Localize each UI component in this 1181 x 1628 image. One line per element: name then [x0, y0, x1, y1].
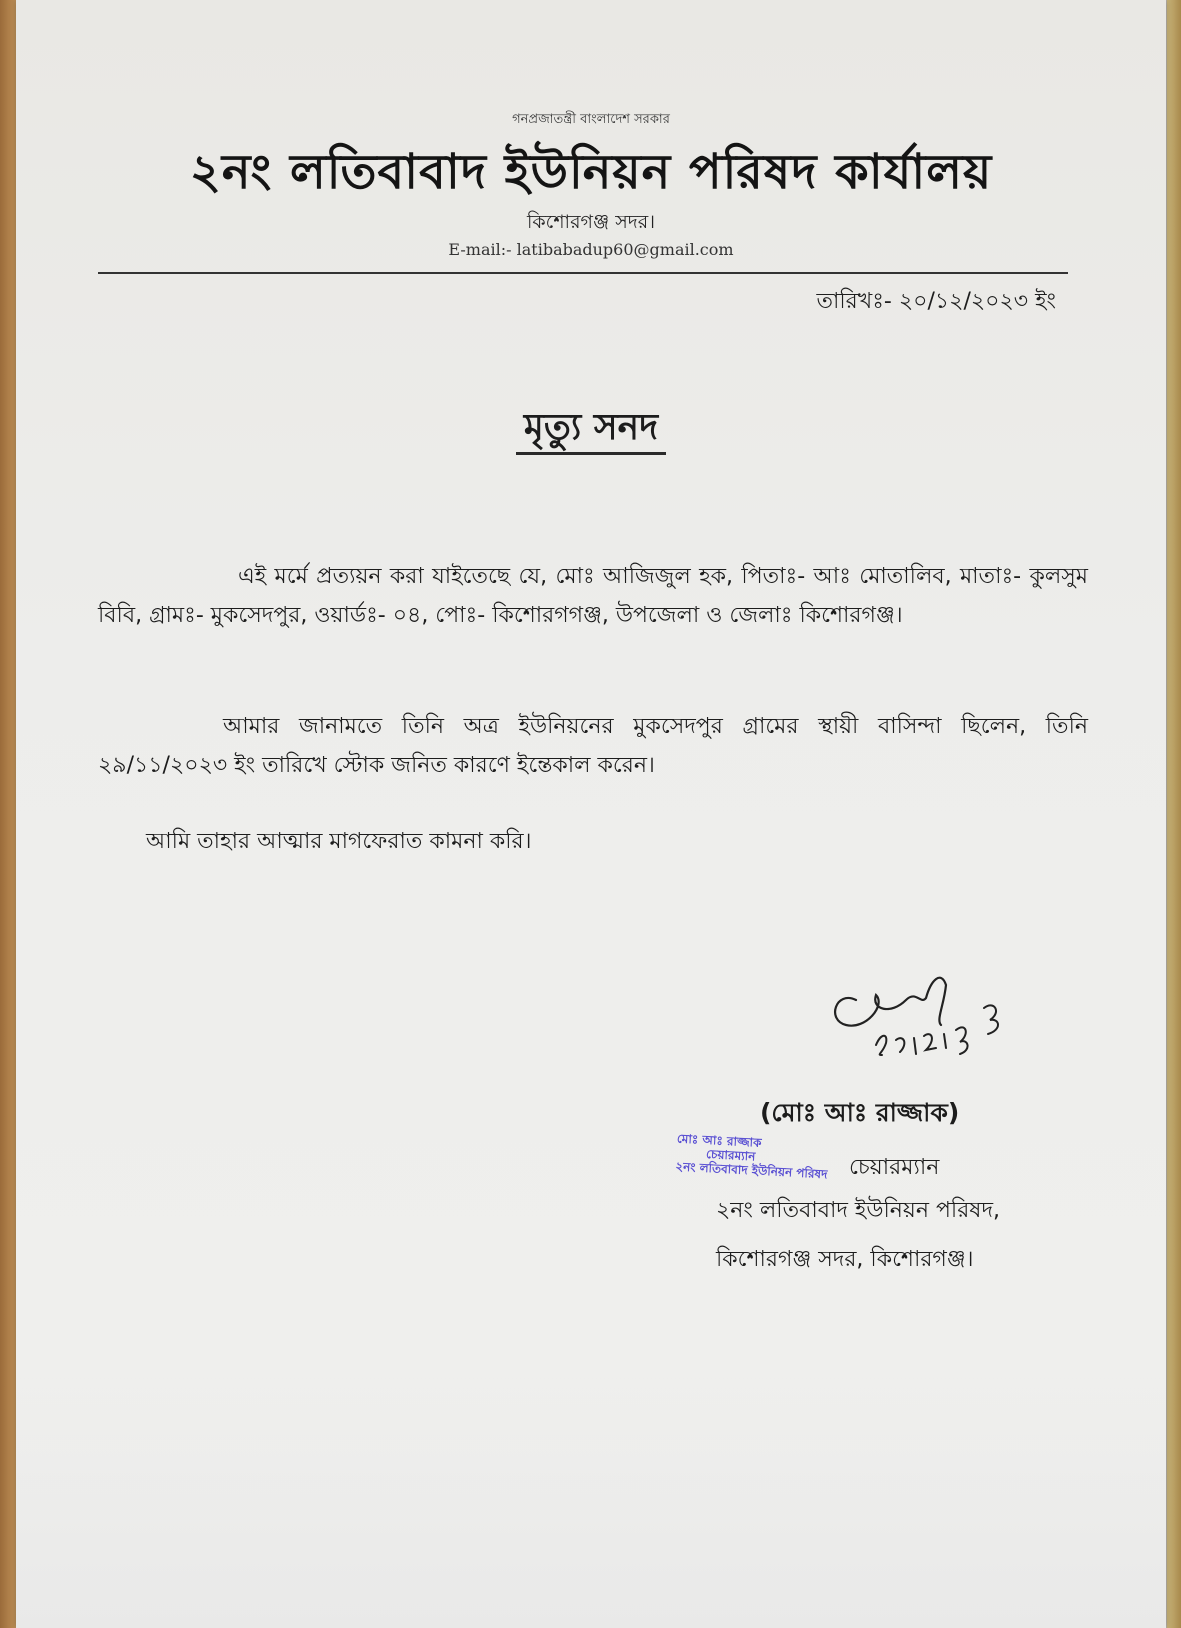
certificate-title-text: মৃত্যু সনদ: [516, 407, 666, 455]
certificate-title: [16, 400, 1166, 460]
signatory-role: চেয়ারম্যান: [849, 1155, 940, 1180]
office-name: ২নং লতিবাবাদ ইউনিয়ন পরিষদ কার্যালয়: [189, 144, 993, 200]
stamp-line-3: ২নং লতিবাবাদ ইউনিয়ন পরিষদ: [675, 1159, 828, 1182]
signatory-address: কিশোরগঞ্জ সদর, কিশোরগঞ্জ।: [716, 1247, 974, 1272]
handwritten-signature: [816, 950, 1046, 1070]
government-line: গনপ্রজাতন্ত্রী বাংলাদেশ সরকার: [512, 112, 670, 127]
issue-date: তারিখঃ- ২০/১২/২০২৩ ইং: [816, 289, 1056, 314]
stamp-line-1: মোঃ আঃ রাজ্জাক: [676, 1131, 762, 1150]
lighting-shade: [16, 1368, 1166, 1628]
office-email: E-mail:- latibabadup60@gmail.com: [448, 240, 734, 259]
signatory-name: (মোঃ আঃ রাজ্জাক): [760, 1098, 960, 1127]
certificate-paper: [16, 0, 1166, 1628]
body-paragraph-3: আমি তাহার আত্মার মাগফেরাত কামনা করি।: [146, 829, 532, 854]
body-paragraph-1: এই মর্মে প্রত্যয়ন করা যাইতেছে যে, মোঃ আজিজুল হক, পিতাঃ- আঃ মোতালিব, মাতাঃ- কুলসুম বিবি, গ্রামঃ- মুকসেদপুর, ওয়ার্ডঃ- ০৪, পোঃ- কিশোরগগঞ্জ, উপজেলা ও জেলাঃ কিশোরগঞ্জ।: [98, 564, 1088, 628]
office-location: কিশোরগঞ্জ সদর।: [526, 211, 656, 233]
body-paragraph-2: আমার জানামতে তিনি অত্র ইউনিয়নের মুকসেদপুর গ্রামের স্থায়ী বাসিন্দা ছিলেন, তিনি ২৯/১১/২০২৩ ইং তারিখে স্টোক জনিত কারণে ইন্তেকাল করেন।: [98, 714, 1088, 778]
header-divider: [98, 272, 1068, 274]
desk-edge-right: [1167, 0, 1181, 1628]
stamp-line-2: চেয়ারম্যান: [705, 1147, 756, 1164]
signatory-organization: ২নং লতিবাবাদ ইউনিয়ন পরিষদ,: [716, 1198, 1000, 1223]
